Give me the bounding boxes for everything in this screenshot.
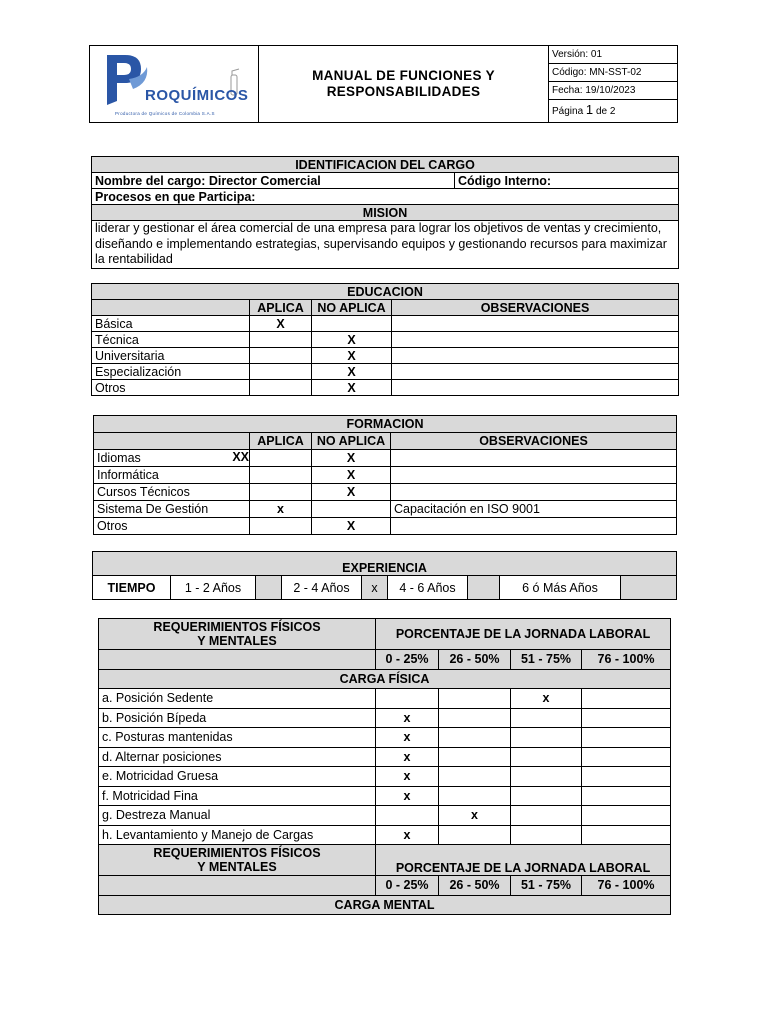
range-mark bbox=[511, 747, 582, 767]
row-label: Técnica bbox=[92, 332, 250, 348]
row-label: g. Destreza Manual bbox=[99, 806, 376, 826]
formacion-header-no-aplica: NO APLICA bbox=[312, 433, 391, 450]
range-mark bbox=[511, 825, 582, 845]
observaciones-cell bbox=[391, 450, 677, 467]
aplica-mark bbox=[250, 348, 312, 364]
requerimientos-title-line-1: REQUERIMIENTOS FÍSICOS bbox=[153, 620, 321, 634]
logo-text: ROQUÍMICOS bbox=[145, 87, 249, 104]
date-cell: Fecha: 19/10/2023 bbox=[549, 82, 678, 100]
porcentaje-title-repeat: PORCENTAJE DE LA JORNADA LABORAL bbox=[376, 845, 671, 876]
observaciones-cell bbox=[392, 332, 679, 348]
aplica-mark bbox=[250, 518, 312, 535]
document-title bbox=[259, 46, 549, 123]
range-mark bbox=[376, 806, 439, 826]
aplica-mark bbox=[250, 380, 312, 396]
table-row bbox=[99, 825, 671, 845]
experiencia-title: EXPERIENCIA bbox=[93, 552, 677, 576]
table-row bbox=[92, 316, 679, 332]
tiempo-label: TIEMPO bbox=[93, 576, 171, 600]
row-label: Universitaria bbox=[92, 348, 250, 364]
table-row bbox=[94, 450, 677, 467]
experiencia-table bbox=[92, 551, 677, 600]
educacion-table bbox=[91, 283, 679, 396]
range-mark bbox=[582, 825, 671, 845]
range-mark bbox=[439, 689, 511, 709]
page-prefix: Página bbox=[552, 106, 584, 117]
row-label: h. Levantamiento y Manejo de Cargas bbox=[99, 825, 376, 845]
table-row bbox=[99, 786, 671, 806]
no-aplica-mark: X bbox=[312, 348, 392, 364]
codigo-interno: Código Interno: bbox=[455, 173, 679, 189]
range-mark: x bbox=[439, 806, 511, 826]
no-aplica-mark bbox=[312, 316, 392, 332]
range-mark bbox=[582, 806, 671, 826]
educacion-header-no-aplica: NO APLICA bbox=[312, 300, 392, 316]
requerimientos-title bbox=[99, 619, 376, 650]
identificacion-table bbox=[91, 156, 679, 269]
range-mark: x bbox=[376, 825, 439, 845]
row-label: e. Motricidad Gruesa bbox=[99, 767, 376, 787]
aplica-mark bbox=[250, 450, 312, 467]
range-mark bbox=[439, 825, 511, 845]
requerimientos-title-line-2: Y MENTALES bbox=[197, 860, 277, 874]
range-mark bbox=[511, 728, 582, 748]
educacion-header-aplica: APLICA bbox=[250, 300, 312, 316]
range-mark: x bbox=[376, 747, 439, 767]
experiencia-option-mark bbox=[621, 576, 677, 600]
experiencia-option-label: 4 - 6 Años bbox=[388, 576, 468, 600]
formacion-header-observaciones: OBSERVACIONES bbox=[391, 433, 677, 450]
requerimientos-title-line-2: Y MENTALES bbox=[197, 634, 277, 648]
range-header: 0 - 25% bbox=[376, 650, 439, 670]
range-mark bbox=[582, 747, 671, 767]
table-row bbox=[94, 518, 677, 535]
observaciones-cell bbox=[392, 348, 679, 364]
table-row bbox=[99, 767, 671, 787]
table-row bbox=[99, 747, 671, 767]
no-aplica-mark: X bbox=[312, 467, 391, 484]
no-aplica-mark: X bbox=[312, 518, 391, 535]
range-mark: x bbox=[511, 689, 582, 709]
row-label-text: Idiomas bbox=[97, 451, 141, 465]
experiencia-option-label: 2 - 4 Años bbox=[282, 576, 362, 600]
no-aplica-mark: X bbox=[312, 332, 392, 348]
row-label: Sistema De Gestión bbox=[94, 501, 250, 518]
range-mark: x bbox=[376, 767, 439, 787]
nombre-cargo: Nombre del cargo: Director Comercial bbox=[92, 173, 455, 189]
range-mark bbox=[582, 689, 671, 709]
row-label: b. Posición Bípeda bbox=[99, 708, 376, 728]
table-row bbox=[99, 728, 671, 748]
title-line-2: RESPONSABILIDADES bbox=[326, 84, 481, 99]
range-header: 51 - 75% bbox=[511, 876, 582, 896]
document-header bbox=[89, 45, 678, 123]
experiencia-option-label: 1 - 2 Años bbox=[171, 576, 256, 600]
row-label: Especialización bbox=[92, 364, 250, 380]
table-row bbox=[99, 708, 671, 728]
educacion-header-empty bbox=[92, 300, 250, 316]
observaciones-cell bbox=[392, 364, 679, 380]
row-label: d. Alternar posiciones bbox=[99, 747, 376, 767]
observaciones-cell bbox=[392, 380, 679, 396]
logo-cell bbox=[90, 46, 259, 123]
range-mark: x bbox=[376, 708, 439, 728]
range-header-empty bbox=[99, 876, 376, 896]
range-header: 76 - 100% bbox=[582, 650, 671, 670]
formacion-title: FORMACION bbox=[94, 416, 677, 433]
observaciones-cell bbox=[391, 518, 677, 535]
no-aplica-mark: X bbox=[312, 450, 391, 467]
logo-subtext: Productora de Químicos de Colombia S.A.S bbox=[115, 111, 215, 116]
observaciones-cell bbox=[392, 316, 679, 332]
row-label: Otros bbox=[94, 518, 250, 535]
formacion-header-empty bbox=[94, 433, 250, 450]
observaciones-cell bbox=[391, 484, 677, 501]
experiencia-option-mark bbox=[256, 576, 282, 600]
range-mark bbox=[439, 786, 511, 806]
aplica-mark: X bbox=[250, 316, 312, 332]
page-cell bbox=[549, 100, 678, 123]
table-row bbox=[99, 689, 671, 709]
mision-text: liderar y gestionar el área comercial de una empresa para lograr los objetivos de ventas y crecimiento, diseñando e implementando estrategias, supervisando equipos y gestionando recursos para maximizar la rentabilidad bbox=[92, 221, 679, 269]
no-aplica-mark: X bbox=[312, 484, 391, 501]
range-mark bbox=[439, 728, 511, 748]
carga-fisica-title: CARGA FÍSICA bbox=[99, 669, 671, 689]
table-row bbox=[94, 467, 677, 484]
page-number: 1 bbox=[585, 102, 594, 117]
experiencia-option-mark: x bbox=[362, 576, 388, 600]
procesos: Procesos en que Participa: bbox=[92, 189, 679, 205]
range-mark bbox=[439, 747, 511, 767]
range-header: 51 - 75% bbox=[511, 650, 582, 670]
page-suffix: de 2 bbox=[595, 106, 616, 117]
version-cell: Versión: 01 bbox=[549, 46, 678, 64]
range-mark bbox=[511, 767, 582, 787]
table-row bbox=[99, 806, 671, 826]
aplica-mark bbox=[250, 467, 312, 484]
mision-title: MISION bbox=[92, 205, 679, 221]
company-logo bbox=[99, 49, 249, 119]
row-label: c. Posturas mantenidas bbox=[99, 728, 376, 748]
row-label: Básica bbox=[92, 316, 250, 332]
formacion-table bbox=[93, 415, 677, 535]
row-label: a. Posición Sedente bbox=[99, 689, 376, 709]
range-header: 76 - 100% bbox=[582, 876, 671, 896]
title-line-1: MANUAL DE FUNCIONES Y bbox=[312, 68, 495, 83]
range-mark: x bbox=[376, 786, 439, 806]
requerimientos-title-line-1: REQUERIMIENTOS FÍSICOS bbox=[153, 846, 321, 860]
carga-mental-title: CARGA MENTAL bbox=[99, 895, 671, 915]
range-mark bbox=[511, 708, 582, 728]
requerimientos-title-repeat bbox=[99, 845, 376, 876]
code-cell: Código: MN-SST-02 bbox=[549, 64, 678, 82]
range-mark bbox=[511, 806, 582, 826]
no-aplica-mark bbox=[312, 501, 391, 518]
identificacion-title: IDENTIFICACION DEL CARGO bbox=[92, 157, 679, 173]
range-mark bbox=[376, 689, 439, 709]
row-label: f. Motricidad Fina bbox=[99, 786, 376, 806]
aplica-mark bbox=[250, 484, 312, 501]
aplica-mark bbox=[250, 364, 312, 380]
requerimientos-table bbox=[98, 618, 671, 915]
row-label: Cursos Técnicos bbox=[94, 484, 250, 501]
range-mark bbox=[582, 767, 671, 787]
range-mark bbox=[439, 767, 511, 787]
table-row bbox=[92, 364, 679, 380]
no-aplica-mark: X bbox=[312, 364, 392, 380]
range-mark bbox=[582, 786, 671, 806]
aplica-mark: x bbox=[250, 501, 312, 518]
row-label bbox=[94, 450, 250, 467]
aplica-mark bbox=[250, 332, 312, 348]
table-row bbox=[92, 348, 679, 364]
range-header: 0 - 25% bbox=[376, 876, 439, 896]
row-label: Otros bbox=[92, 380, 250, 396]
range-mark bbox=[582, 708, 671, 728]
educacion-title: EDUCACION bbox=[92, 284, 679, 300]
range-header-empty bbox=[99, 650, 376, 670]
range-mark bbox=[439, 708, 511, 728]
range-mark bbox=[511, 786, 582, 806]
range-mark bbox=[582, 728, 671, 748]
porcentaje-title: PORCENTAJE DE LA JORNADA LABORAL bbox=[376, 619, 671, 650]
table-row bbox=[94, 484, 677, 501]
range-header: 26 - 50% bbox=[439, 650, 511, 670]
range-header: 26 - 50% bbox=[439, 876, 511, 896]
table-row bbox=[94, 501, 677, 518]
table-row bbox=[92, 380, 679, 396]
no-aplica-mark: X bbox=[312, 380, 392, 396]
educacion-header-observaciones: OBSERVACIONES bbox=[392, 300, 679, 316]
row-label-extra-mark: XX bbox=[232, 450, 249, 464]
observaciones-cell bbox=[391, 467, 677, 484]
experiencia-option-label: 6 ó Más Años bbox=[500, 576, 621, 600]
table-row bbox=[92, 332, 679, 348]
range-mark: x bbox=[376, 728, 439, 748]
row-label: Informática bbox=[94, 467, 250, 484]
observaciones-cell: Capacitación en ISO 9001 bbox=[391, 501, 677, 518]
experiencia-option-mark bbox=[468, 576, 500, 600]
formacion-header-aplica: APLICA bbox=[250, 433, 312, 450]
